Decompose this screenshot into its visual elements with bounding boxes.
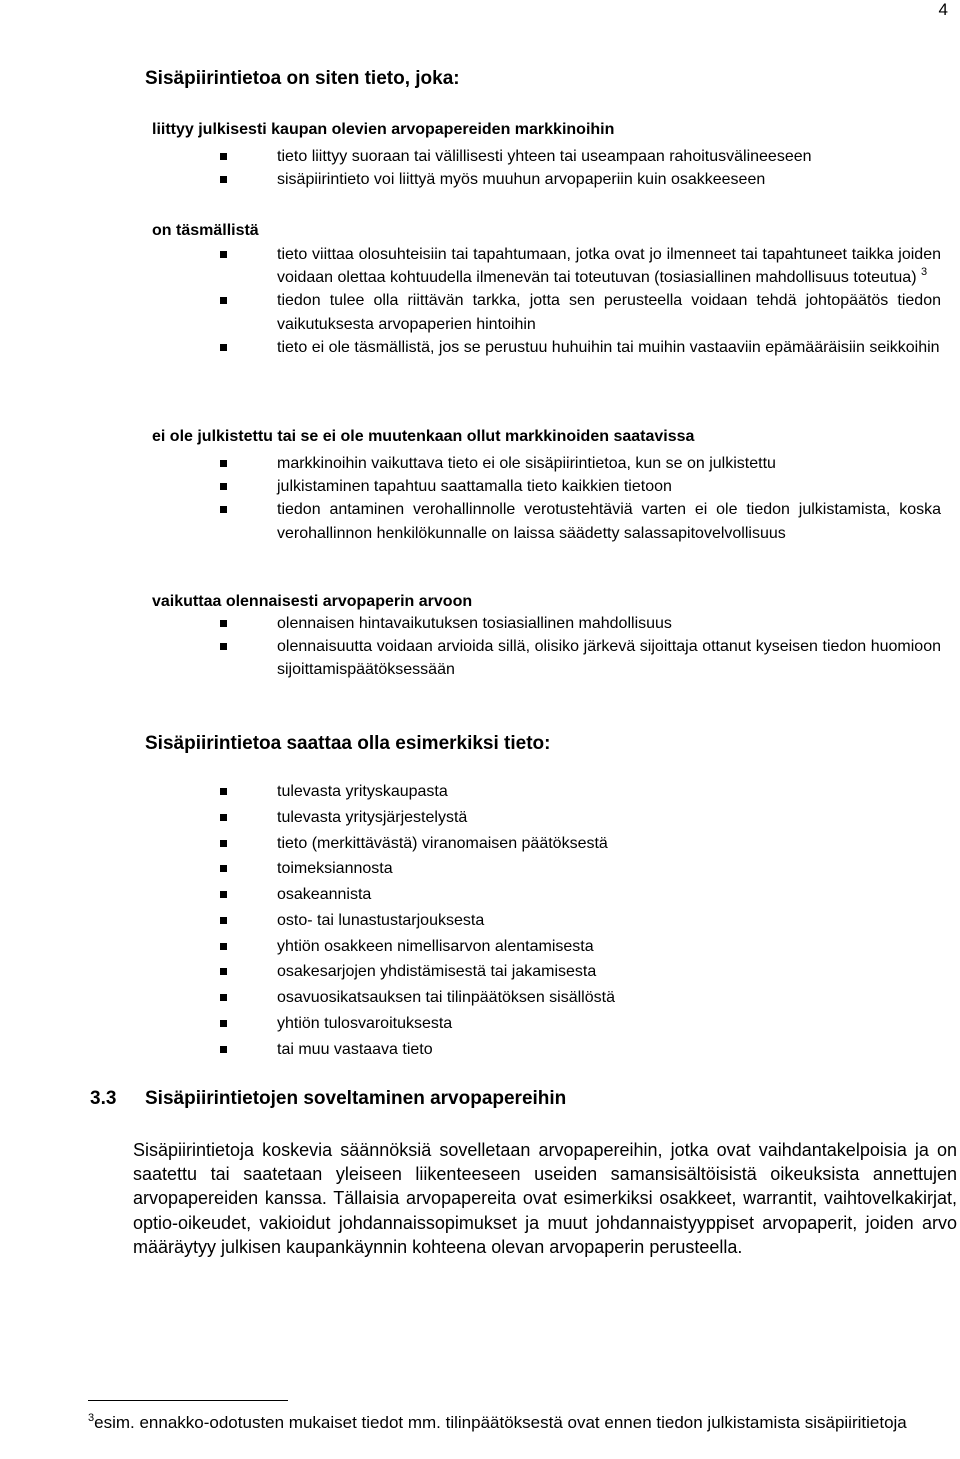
criterion-bullets <box>220 243 941 359</box>
list-item: tieto viittaa olosuhteisiin tai tapahtumaan, jotka ovat jo ilmenneet tai tapahtuneet taikka joiden voidaan olettaa kohtuudella ilmenevän tai toteutuvan (tosiasiallinen mahdollisuus toteutua) $^3$ <box>220 243 941 289</box>
list-item: olennaisen hintavaikutuksen tosiasiallinen mahdollisuus <box>220 612 941 635</box>
square-bullet-icon <box>220 506 227 513</box>
section-number: 3.3 <box>90 1088 117 1109</box>
criterion-bullets <box>220 452 941 545</box>
page-number: 4 <box>938 0 948 19</box>
criterion-title: liittyy julkisesti kaupan olevien arvopapereiden markkinoihin <box>152 121 615 138</box>
list-item: tulevasta yritysjärjestelystä <box>220 805 615 831</box>
square-bullet-icon <box>220 865 227 872</box>
square-bullet-icon <box>220 814 227 821</box>
list-item: tieto liittyy suoraan tai välillisesti yhteen tai useampaan rahoitusvälineeseen <box>220 145 941 168</box>
list-item: osavuosikatsauksen tai tilinpäätöksen sisällöstä <box>220 985 615 1011</box>
list-item: tieto (merkittävästä) viranomaisen päätöksestä <box>220 831 615 857</box>
list-item: osakeannista <box>220 882 615 908</box>
list-item: olennaisuutta voidaan arvioida sillä, olisiko järkevä sijoittaja ottanut kyseisen tiedon huomioon sijoittamispäätöksessään <box>220 635 941 681</box>
list-item: yhtiön osakkeen nimellisarvon alentamisesta <box>220 934 615 960</box>
square-bullet-icon <box>220 917 227 924</box>
square-bullet-icon <box>220 176 227 183</box>
square-bullet-icon <box>220 1046 227 1053</box>
criterion-title: vaikuttaa olennaisesti arvopaperin arvoon <box>152 593 473 610</box>
list-item: osakesarjojen yhdistämisestä tai jakamisesta <box>220 959 615 985</box>
criterion-title: on täsmällistä <box>152 222 259 239</box>
list-item: osto- tai lunastustarjouksesta <box>220 908 615 934</box>
list-item: tiedon tulee olla riittävän tarkka, jotta sen perusteella voidaan tehdä johtopäätös tiedon vaikutuksesta arvopaperien hintoihin <box>220 289 941 335</box>
square-bullet-icon <box>220 891 227 898</box>
list-item: toimeksiannosta <box>220 856 615 882</box>
square-bullet-icon <box>220 153 227 160</box>
footnote-text: esim. ennakko-odotusten mukaiset tiedot mm. tilinpäätöksestä ovat ennen tiedon julkistamista sisäpiiritietoja <box>94 1413 907 1432</box>
footnote-marker: 3 <box>88 1412 95 1424</box>
list-item: markkinoihin vaikuttava tieto ei ole sisäpiirintietoa, kun se on julkistettu <box>220 452 941 475</box>
list-item: sisäpiirintieto voi liittyä myös muuhun arvopaperiin kuin osakkeeseen <box>220 168 941 191</box>
square-bullet-icon <box>220 840 227 847</box>
square-bullet-icon <box>220 251 227 258</box>
section-heading <box>90 1088 566 1110</box>
square-bullet-icon <box>220 297 227 304</box>
square-bullet-icon <box>220 788 227 795</box>
list-item: tieto ei ole täsmällistä, jos se perustuu huhuihin tai muihin vastaaviin epämääräisiin seikkoihin <box>220 336 941 359</box>
section-title: Sisäpiirintietojen soveltaminen arvopapereihin <box>145 1088 567 1109</box>
list-item: tiedon antaminen verohallinnolle verotustehtäviä varten ei ole tiedon julkistamista, koska verohallinnon henkilökunnalle on laissa säädetty salassapitovelvollisuus <box>220 498 941 544</box>
heading-info: Sisäpiirintietoa on siten tieto, joka: <box>145 68 460 89</box>
square-bullet-icon <box>220 483 227 490</box>
footnote-divider <box>88 1400 288 1401</box>
list-item: tai muu vastaava tieto <box>220 1037 615 1063</box>
section-body: Sisäpiirintietoja koskevia säännöksiä sovelletaan arvopapereihin, jotka ovat vaihdantakelpoisia ja on saatettu tai saatetaan yleiseen liikenteeseen useiden samansisältöisistä oikeuksista annettujen arvopapereiden kanssa. Tällaisia arvopapereita ovat esimerkiksi osakkeet, warrantit, vaihtovelkakirjat, optio-oikeudet, vakioidut johdannaissopimukset ja muut johdannaistyyppiset arvopaperit, joiden arvo määräytyy julkisen kaupankäynnin kohteena olevan arvopaperin perusteella. <box>133 1140 957 1257</box>
list-item: yhtiön tulosvaroituksesta <box>220 1011 615 1037</box>
square-bullet-icon <box>220 460 227 467</box>
footnote-ref: 3 <box>920 266 928 279</box>
heading-examples: Sisäpiirintietoa saattaa olla esimerkiksi tieto: <box>145 733 551 754</box>
criterion-bullets <box>220 145 941 191</box>
square-bullet-icon <box>220 620 227 627</box>
square-bullet-icon <box>220 968 227 975</box>
square-bullet-icon <box>220 1020 227 1027</box>
examples-list <box>220 779 615 1062</box>
criterion-title: ei ole julkistettu tai se ei ole muutenkaan ollut markkinoiden saatavissa <box>152 428 695 445</box>
square-bullet-icon <box>220 643 227 650</box>
square-bullet-icon <box>220 344 227 351</box>
square-bullet-icon <box>220 943 227 950</box>
criterion-bullets <box>220 612 941 682</box>
list-item: tulevasta yrityskaupasta <box>220 779 615 805</box>
footnote <box>88 1411 957 1435</box>
square-bullet-icon <box>220 994 227 1001</box>
list-item: julkistaminen tapahtuu saattamalla tieto kaikkien tietoon <box>220 475 941 498</box>
